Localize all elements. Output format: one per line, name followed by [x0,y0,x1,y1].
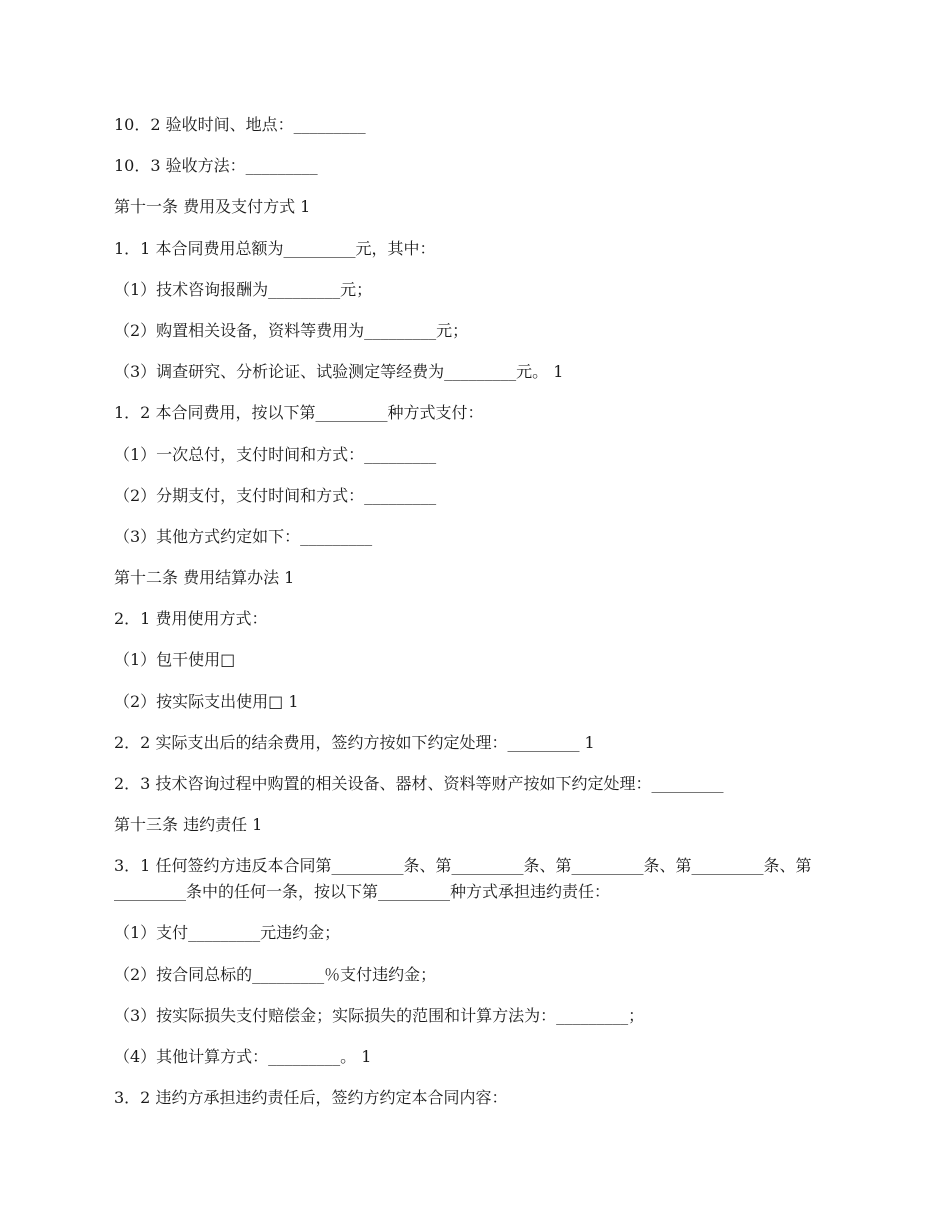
usage-option-lump-sum: （1）包干使用□ [114,650,236,670]
article-12-heading: 第十二条 费用结算办法 1 [114,568,295,588]
liability-option-other: （4）其他计算方式：_________。 1 [114,1046,372,1066]
payment-option-other: （3）其他方式约定如下：_________ [114,526,373,546]
clause-1-2-payment-method: 1．2 本合同费用，按以下第_________种方式支付： [114,403,484,423]
clause-10-2-acceptance-time-place: 10．2 验收时间、地点：_________ [114,115,366,134]
clause-1-1-total-fee: 1．1 本合同费用总额为_________元，其中： [114,238,436,258]
clause-3-2-after-liability: 3．2 违约方承担违约责任后，签约方约定本合同内容： [114,1088,508,1108]
payment-option-lump-sum: （1）一次总付，支付时间和方式：_________ [114,444,437,464]
clause-2-1-fee-usage: 2．1 费用使用方式： [114,609,268,629]
fee-item-consulting-remuneration: （1）技术咨询报酬为_________元； [114,279,373,299]
clause-2-3-property-handling: 2．3 技术咨询过程中购置的相关设备、器材、资料等财产按如下约定处理：_________ [114,774,724,793]
usage-option-actual-expense: （2）按实际支出使用□ 1 [114,691,299,711]
fee-item-equipment-materials: （2）购置相关设备，资料等费用为_________元； [114,320,469,340]
article-13-heading: 第十三条 违约责任 1 [114,815,263,835]
clause-10-3-acceptance-method: 10．3 验收方法：_________ [114,156,318,176]
liability-option-penalty: （1）支付_________元违约金； [114,923,341,943]
fee-item-research-testing: （3）调查研究、分析论证、试验测定等经费为_________元。 1 [114,362,564,382]
article-11-heading: 第十一条 费用及支付方式 1 [114,197,311,217]
document-body [114,112,836,1126]
payment-option-installments: （2）分期支付，支付时间和方式：_________ [114,485,437,505]
liability-option-percentage: （2）按合同总标的_________％支付违约金； [114,964,437,984]
clause-2-2-surplus-handling: 2．2 实际支出后的结余费用，签约方按如下约定处理：_________ 1 [114,732,595,752]
clause-3-1-breach: 3．1 任何签约方违反本合同第_________条、第_________条、第_________条、第_________条、第_________条中的任何一条，按以下第_________种方式承担违约责任： [114,856,812,902]
liability-option-actual-loss: （3）按实际损失支付赔偿金；实际损失的范围和计算方法为：_________； [114,1005,645,1025]
